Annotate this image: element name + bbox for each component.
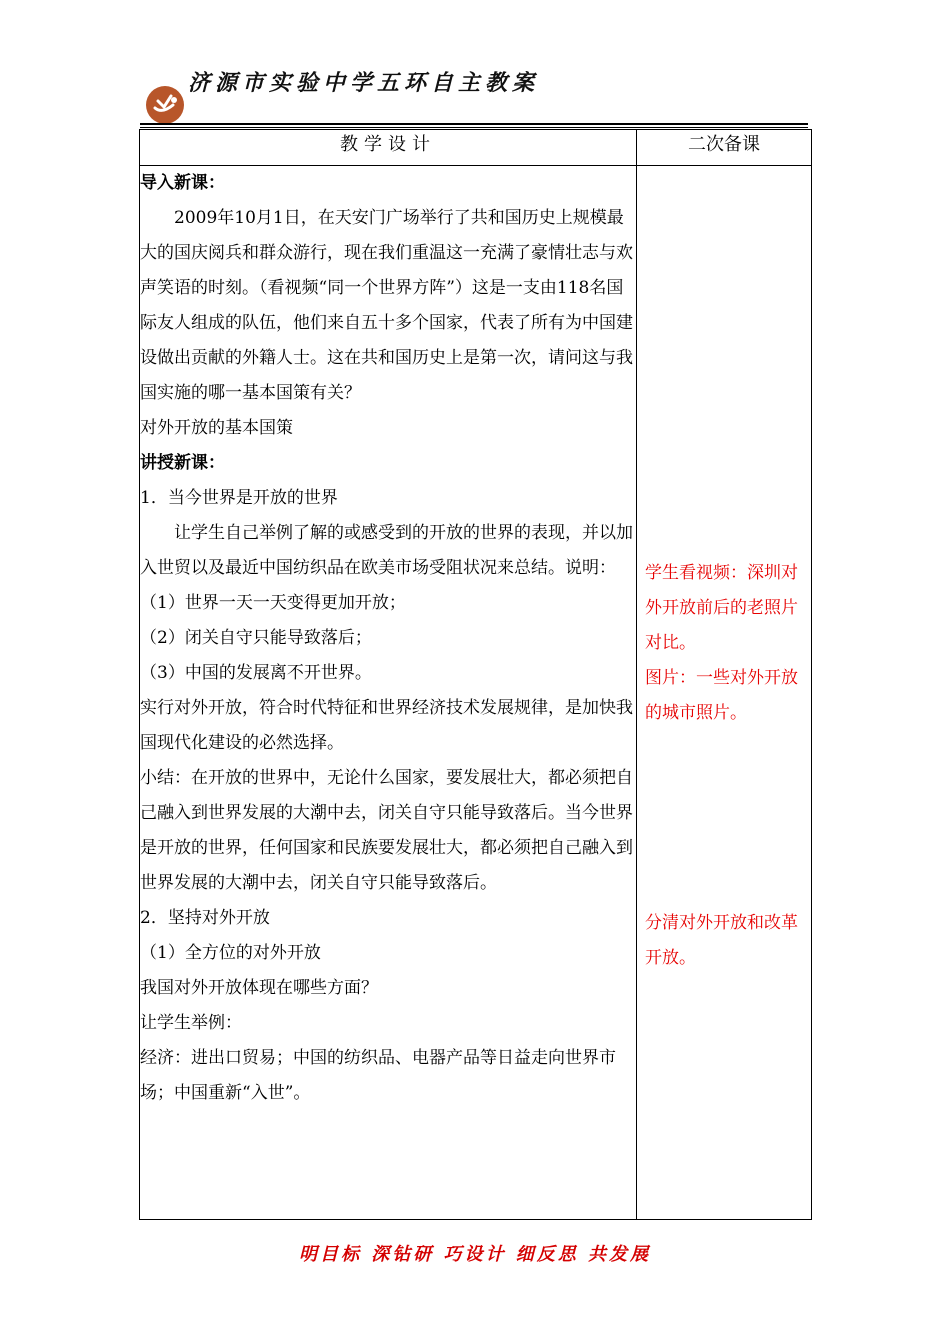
column-header-design: 教学设计: [140, 130, 637, 166]
note-distinguish: [645, 906, 805, 976]
note-distinguish-text: 分清对外开放和改革开放。: [645, 913, 798, 968]
list-item: （3）中国的发展离不开世界。: [140, 663, 372, 683]
lesson-plan-table: [139, 129, 812, 1220]
note-video-text: 学生看视频：深圳对外开放前后的老照片对比。: [645, 563, 798, 653]
school-title: 济源市实验中学五环自主教案: [188, 70, 540, 96]
paragraph-summary: 小结：在开放的世界中，无论什么国家，要发展壮大，都必须把自己融入到世界发展的大潮中去，闭关自守只能导致落后。当今世界是开放的世界，任何国家和民族要发展壮大，都必须把自己融入到世界发展的大潮中去，闭关自守只能导致落后。: [140, 768, 633, 893]
subheading-adhere-opening: 2．坚持对外开放: [140, 908, 270, 928]
section-heading-intro: 导入新课：: [140, 173, 225, 193]
design-content: [140, 166, 637, 1220]
subheading-all-round: （1）全方位的对外开放: [140, 943, 321, 963]
section-heading-new-lesson: 讲授新课：: [140, 453, 225, 473]
table-header-row: [140, 130, 812, 166]
paragraph-examples: 让学生自己举例了解的或感受到的开放的世界的表现，并以加入世贸以及最近中国纺织品在欧美市场受阻状况来总结。说明：: [140, 523, 633, 578]
notes-content: [637, 166, 812, 1220]
note-video: [645, 556, 805, 731]
paragraph-question: 我国对外开放体现在哪些方面？: [140, 978, 378, 998]
header-rule: [140, 123, 808, 125]
paragraph-economy: 经济：进出口贸易；中国的纺织品、电器产品等日益走向世界市场；中国重新“入世”。: [140, 1048, 616, 1103]
note-pictures-text: 图片：一些对外开放的城市照片。: [645, 668, 798, 723]
footer-motto: 明目标 深钻研 巧设计 细反思 共发展: [298, 1244, 652, 1265]
paragraph-intro: 2009年10月1日，在天安门广场举行了共和国历史上规模最大的国庆阅兵和群众游行，现在我们重温这一充满了豪情壮志与欢声笑语的时刻。（看视频“同一个世界方阵”）这是一支由118名国际友人组成的队伍，他们来自五十多个国家，代表了所有为中国建设做出贡献的外籍人士。这在共和国历史上是第一次，请问这与我国实施的哪一基本国策有关？: [140, 208, 633, 403]
column-header-notes: 二次备课: [637, 130, 812, 166]
paragraph-policy: 实行对外开放，符合时代特征和世界经济技术发展规律，是加快我国现代化建设的必然选择。: [140, 698, 633, 753]
table-body-row: [140, 166, 812, 1220]
paragraph-prompt: 让学生举例：: [140, 1013, 242, 1033]
subheading-open-world: 1．当今世界是开放的世界: [140, 488, 338, 508]
header-rule-thin: [140, 127, 808, 128]
list-item: （1）世界一天一天变得更加开放；: [140, 593, 406, 613]
list-item: （2）闭关自守只能导致落后；: [140, 628, 372, 648]
paragraph-answer: 对外开放的基本国策: [140, 418, 293, 438]
school-logo-icon: [146, 86, 184, 124]
